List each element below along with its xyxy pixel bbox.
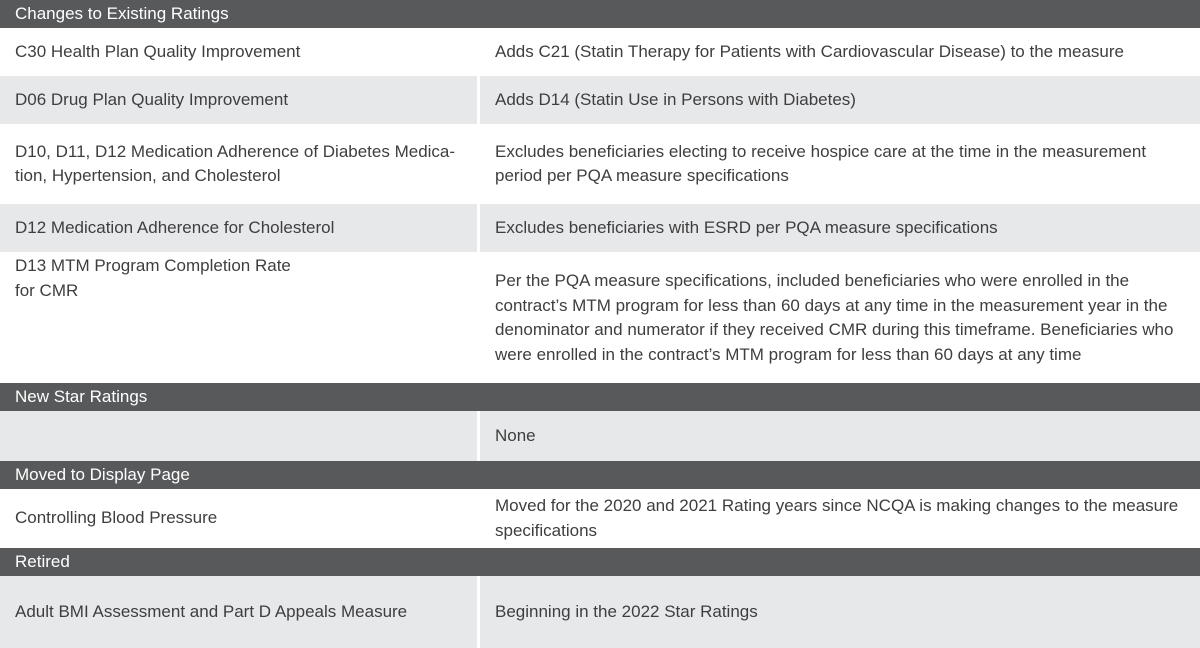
measure-cell	[0, 411, 480, 461]
measure-text: D06 Drug Plan Quality Improvement	[15, 89, 289, 109]
measure-text-line: for CMR	[15, 280, 79, 300]
measure-text: Controlling Blood Pressure	[15, 508, 218, 528]
measure-cell	[0, 124, 480, 204]
table-row	[0, 576, 1200, 648]
change-cell	[480, 124, 1200, 204]
change-text-line: Excludes beneficiaries electing to receive hospice care at the time in the measurement	[495, 141, 1147, 161]
change-text: None	[495, 425, 536, 445]
table-row	[0, 252, 1200, 383]
change-cell	[480, 252, 1200, 383]
measure-cell	[0, 204, 480, 252]
section-header-new-star-ratings: New Star Ratings	[0, 383, 1200, 411]
measure-text: Adult BMI Assessment and Part D Appeals Measure	[15, 601, 408, 621]
change-text-line: were enrolled in the contract’s MTM program for less than 60 days at any time	[495, 344, 1082, 364]
change-text: Excludes beneficiaries with ESRD per PQA measure specifications	[495, 217, 998, 237]
measure-text-line: tion, Hypertension, and Cholesterol	[15, 166, 281, 185]
table-row	[0, 28, 1200, 76]
change-cell	[480, 204, 1200, 252]
change-text-line: specifications	[495, 520, 598, 540]
section-header-moved-to-display-page: Moved to Display Page	[0, 461, 1200, 489]
change-text-line: period per PQA measure specifications	[495, 166, 789, 185]
table-row	[0, 76, 1200, 124]
change-text: Beginning in the 2022 Star Ratings	[495, 601, 758, 621]
change-text: Adds D14 (Statin Use in Persons with Diabetes)	[495, 89, 856, 109]
measure-text: C30 Health Plan Quality Improvement	[15, 41, 301, 61]
change-text-line: denominator and numerator if they received CMR during this timeframe. Beneficiaries who	[495, 320, 1174, 339]
measure-cell	[0, 489, 480, 548]
table-row	[0, 489, 1200, 548]
table-row	[0, 411, 1200, 461]
change-cell	[480, 76, 1200, 124]
change-text: Adds C21 (Statin Therapy for Patients with Cardiovascular Disease) to the measure	[495, 41, 1124, 61]
measure-cell	[0, 576, 480, 648]
change-cell	[480, 28, 1200, 76]
change-text-line: Moved for the 2020 and 2021 Rating years since NCQA is making changes to the measure	[495, 496, 1179, 515]
measure-cell	[0, 252, 480, 383]
section-header-retired: Retired	[0, 548, 1200, 576]
measure-text: D12 Medication Adherence for Cholesterol	[15, 217, 335, 237]
measure-cell	[0, 76, 480, 124]
change-cell	[480, 411, 1200, 461]
measure-text-line: D10, D11, D12 Medication Adherence of Diabetes Medica-	[15, 141, 456, 161]
section-header-changes: Changes to Existing Ratings	[0, 0, 1200, 28]
measure-text-line: D13 MTM Program Completion Rate	[15, 256, 291, 275]
change-cell	[480, 576, 1200, 648]
change-cell	[480, 489, 1200, 548]
change-text-line: Per the PQA measure specifications, included beneficiaries who were enrolled in the	[495, 271, 1130, 290]
table-row	[0, 124, 1200, 204]
measure-cell	[0, 28, 480, 76]
change-text-line: contract’s MTM program for less than 60 days at any time in the measurement year in the	[495, 295, 1168, 315]
table-row	[0, 204, 1200, 252]
